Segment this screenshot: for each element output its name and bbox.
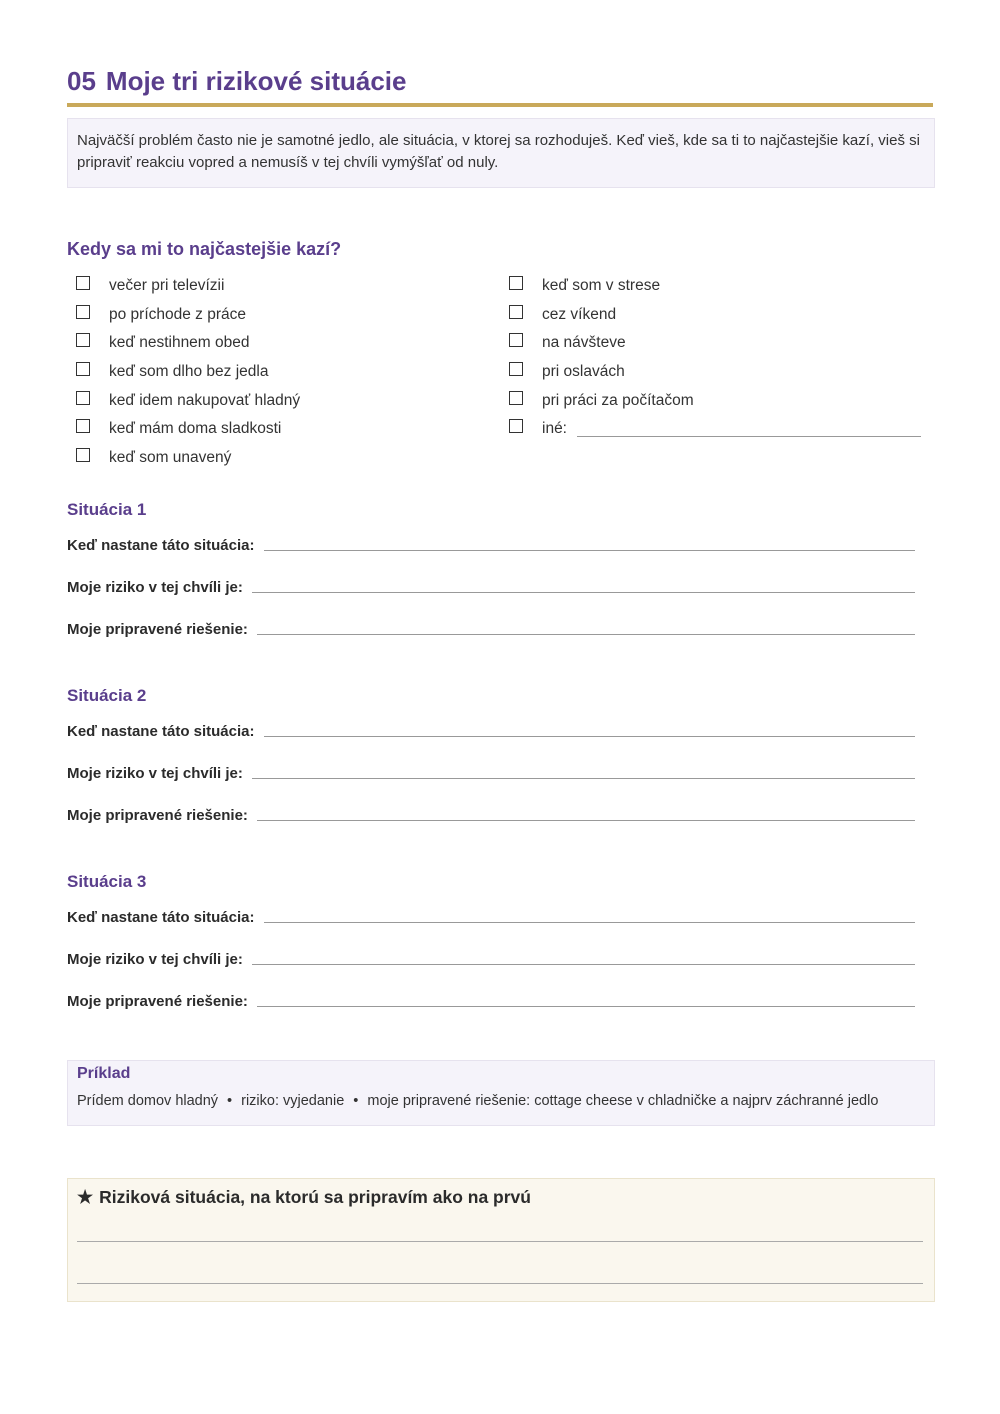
checklist-item[interactable] [509,272,921,301]
checkbox[interactable] [76,391,90,405]
checkbox[interactable] [76,305,90,319]
write-line[interactable] [264,550,916,551]
write-line[interactable] [257,634,915,635]
situation-block-1 [67,500,915,640]
situation-block-2 [67,686,915,826]
checklist-item[interactable] [509,301,921,330]
checkbox[interactable] [509,362,523,376]
write-line[interactable] [264,736,916,737]
write-line[interactable] [252,778,915,779]
checkbox[interactable] [76,276,90,290]
checklist-label: cez víkend [542,305,617,323]
solution-field[interactable] [67,970,915,1012]
checklist-item[interactable] [76,329,300,358]
example-box [67,1060,935,1126]
commitment-title-text: Riziková situácia, na ktorú sa pripravím ako na prvú [99,1187,531,1207]
section-number: 05 [67,66,96,96]
checklist-item[interactable] [76,386,300,415]
example-text [77,1093,925,1109]
checklist-item[interactable] [76,358,300,387]
situation-title: Situácia 2 [67,686,147,705]
checklist-label: keď nestihnem obed [109,334,250,352]
trigger-field[interactable] [67,528,915,556]
checkbox[interactable] [509,419,523,433]
checklist-label: keď som v strese [542,277,661,295]
situation-title: Situácia 3 [67,872,147,891]
risk-field[interactable] [67,742,915,784]
checkbox[interactable] [76,448,90,462]
checklist-item-other[interactable] [509,415,921,444]
example-part: riziko: vyjedanie [241,1093,345,1109]
checklist-label: keď mám doma sladkosti [109,420,282,438]
write-line[interactable] [252,592,915,593]
risk-field[interactable] [67,928,915,970]
solution-field[interactable] [67,598,915,640]
field-label: Moje riziko v tej chvíli je: [67,951,243,968]
trigger-field[interactable] [67,714,915,742]
intro-text: Najväčší problém často nie je samotné jedlo, ale situácia, v ktorej sa rozhoduješ. Keď vieš, kde sa ti to najčastejšie kazí, vieš si pripraviť reakciu vopred a nemusíš v tej chvíli vymýšľať od nuly. [77,132,920,171]
checklist-right [509,272,921,444]
trigger-field[interactable] [67,900,915,928]
other-write-line[interactable] [577,436,921,437]
bullet-separator: • [353,1093,359,1109]
write-line[interactable] [257,1006,915,1007]
example-title: Príklad [77,1065,131,1082]
write-line[interactable] [252,964,915,965]
write-line[interactable] [77,1241,923,1242]
example-part: Prídem domov hladný [77,1093,219,1109]
checkbox[interactable] [76,333,90,347]
checkbox[interactable] [509,276,523,290]
write-line[interactable] [257,820,915,821]
field-label: Moje pripravené riešenie: [67,621,248,638]
star-icon: ★ [77,1187,94,1207]
checkbox[interactable] [509,333,523,347]
situation-title: Situácia 1 [67,500,147,519]
write-line[interactable] [264,922,916,923]
checkbox[interactable] [76,419,90,433]
checklist-left [76,272,300,472]
field-label: Moje pripravené riešenie: [67,807,248,824]
field-label: Moje riziko v tej chvíli je: [67,579,243,596]
solution-field[interactable] [67,784,915,826]
checklist-label: na návšteve [542,334,626,352]
risk-field[interactable] [67,556,915,598]
commitment-box [67,1178,935,1302]
intro-box [67,118,935,188]
field-label: Moje riziko v tej chvíli je: [67,765,243,782]
checklist-label-other: iné: [542,420,567,438]
checklist-item[interactable] [509,358,921,387]
write-line[interactable] [77,1283,923,1284]
section-title: Moje tri rizikové situácie [105,66,407,96]
checklist-item[interactable] [76,444,300,473]
question-heading: Kedy sa mi to najčastejšie kazí? [67,239,342,259]
commitment-title [77,1187,925,1208]
field-label: Keď nastane táto situácia: [67,723,255,740]
bullet-separator: • [227,1093,233,1109]
checklist-label: pri práci za počítačom [542,391,694,409]
checklist-label: keď som dlho bez jedla [109,363,269,381]
checklist-label: po príchode z práce [109,305,247,323]
field-label: Moje pripravené riešenie: [67,993,248,1010]
checkbox[interactable] [509,305,523,319]
field-label: Keď nastane táto situácia: [67,909,255,926]
checklist-item[interactable] [76,301,300,330]
checklist-label: keď som unavený [109,448,232,466]
checklist-item[interactable] [76,272,300,301]
checklist-label: pri oslavách [542,363,625,381]
checklist-label: keď idem nakupovať hladný [109,391,301,409]
checklist-item[interactable] [509,386,921,415]
page-title [67,66,406,97]
situation-block-3 [67,872,915,1012]
checklist-item[interactable] [509,329,921,358]
checkbox[interactable] [509,391,523,405]
checklist-label: večer pri televízii [109,277,225,295]
field-label: Keď nastane táto situácia: [67,537,255,554]
checklist-item[interactable] [76,415,300,444]
title-divider [67,103,933,107]
checkbox[interactable] [76,362,90,376]
example-part: moje pripravené riešenie: cottage cheese v chladničke a najprv záchranné jedlo [367,1093,879,1109]
